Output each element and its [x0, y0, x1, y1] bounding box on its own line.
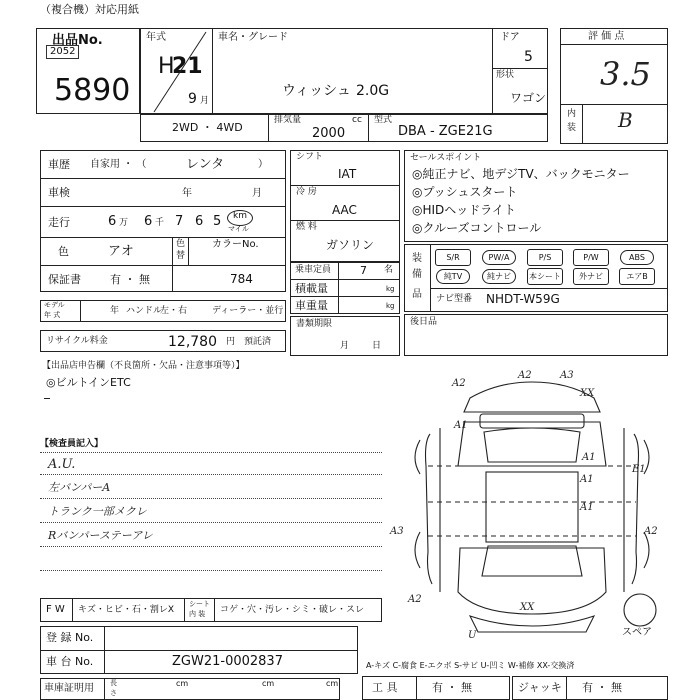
sales-point-4: ◎クルーズコントロール — [412, 221, 542, 235]
shape-label: 形状 — [496, 70, 515, 80]
sheet-value: コゲ・穴・汚レ・シミ・破レ・スレ — [220, 605, 365, 615]
retrofit-box — [404, 314, 668, 356]
recycle-amount: 12,780 — [168, 334, 217, 350]
garage-cm-2: cm — [262, 679, 275, 688]
capacity-label: 乗車定員 — [295, 265, 332, 275]
month-unit: 月 — [200, 96, 210, 106]
car-name: ウィッシュ — [282, 83, 351, 99]
sheet-label-2: 内 装 — [189, 610, 206, 618]
inspector-note-4: Rバンパーステーアレ — [48, 529, 153, 542]
fuel: ガソリン — [326, 238, 375, 252]
handle-value: 左・右 — [160, 306, 188, 316]
load-label: 積載量 — [295, 282, 328, 295]
fuel-label: 燃 料 — [296, 222, 317, 232]
equipment-item: P/W — [574, 250, 608, 265]
weight-unit: kg — [386, 302, 395, 310]
inspection-month: 月 — [252, 188, 262, 199]
ac: AAC — [332, 203, 357, 217]
equipment-item: エアB — [620, 269, 654, 284]
color-change-label-1: 色 — [176, 239, 186, 249]
recycle-unit: 円 — [226, 337, 236, 347]
interior-grade: B — [618, 108, 633, 132]
model-year-label-1: モデル — [44, 301, 65, 309]
jack-label: ジャッキ — [518, 681, 562, 694]
fw-label: F W — [46, 604, 65, 615]
fw-value: キズ・ヒビ・石・割レX — [78, 605, 174, 615]
mileage-1: 6 — [108, 214, 117, 229]
equipment-label-2: 備 — [412, 269, 422, 280]
color-no: 784 — [230, 272, 253, 286]
history-close: ） — [258, 159, 268, 170]
history-value: レンタ — [186, 157, 225, 172]
displacement-unit: cc — [352, 115, 362, 125]
jack-value: 有 ・ 無 — [582, 681, 622, 694]
mileage-man: 万 — [119, 218, 129, 228]
equipment-item: S/R — [436, 250, 470, 265]
sales-point-3: ◎HIDヘッドライト — [412, 203, 516, 217]
equipment-label-3: 品 — [412, 289, 422, 300]
mileage-3: 7 — [175, 214, 184, 229]
equipment-item: PW/A — [482, 250, 516, 265]
equipment-item: ABS — [620, 250, 654, 265]
model-year: 21 — [172, 54, 203, 79]
mark-rear-bumper: XX — [520, 602, 535, 613]
recycle-status: 預託済 — [244, 337, 272, 347]
lot-label: 出品No. — [52, 33, 103, 48]
color-no-label: カラーNo. — [212, 239, 259, 250]
mark-right-rear: A2 — [644, 526, 658, 537]
garage-cm-1: cm — [176, 679, 189, 688]
mark-front-right-2: XX — [580, 388, 595, 399]
mark-left-fender: A1 — [454, 420, 468, 431]
equipment-item: 純TV — [436, 269, 470, 284]
nav-model-label: ナビ型番 — [436, 294, 473, 304]
model-code-label: 型式 — [374, 115, 393, 125]
inspection-year: 年 — [182, 188, 192, 199]
model-year-unit: 年 — [110, 306, 120, 316]
era: H — [158, 54, 175, 79]
history-options: 自家用 ・ （ — [90, 159, 147, 170]
equipment-item: 純ナビ — [482, 269, 516, 284]
chassis-no: ZGW21-0002837 — [172, 654, 283, 669]
shift-label: シフト — [296, 152, 324, 162]
displacement: 2000 — [312, 126, 346, 141]
equipment-label-1: 装 — [412, 253, 422, 264]
damage-legend: A-キズ C-腐食 E-エクボ S-サビ U-凹ミ W-補修 XX-交換済 — [366, 661, 575, 670]
inspection-label: 車検 — [48, 186, 70, 199]
mark-rear-dent: U — [468, 630, 477, 641]
color-label: 色 — [58, 245, 69, 258]
history-label: 車歴 — [48, 158, 70, 171]
sales-point-2: ◎プッシュスタート — [412, 185, 518, 199]
shift: IAT — [338, 167, 357, 181]
load-unit: kg — [386, 285, 395, 293]
garage-size-2: さ — [110, 689, 117, 697]
mark-left-rear: A2 — [408, 594, 422, 605]
score: 3.5 — [600, 55, 651, 93]
equipment-item: P/S — [528, 250, 562, 265]
mark-front-top: A2 — [518, 370, 532, 381]
car-diagram — [390, 362, 700, 662]
mark-right-fender: A1 — [582, 452, 596, 463]
equipment-item: 本シート — [528, 269, 562, 284]
mileage-2: 6 — [144, 214, 153, 229]
mileage-mile: マイル — [228, 225, 249, 233]
model-year-label-2: 年 式 — [44, 311, 61, 319]
nav-model: NHDT-W59G — [486, 292, 560, 306]
warranty-value: 有 ・ 無 — [110, 273, 150, 286]
mileage-km: km — [233, 211, 247, 221]
doc-deadline-day: 日 — [372, 341, 382, 351]
mileage-sen: 千 — [155, 218, 165, 228]
equipment-item: 外ナビ — [574, 269, 608, 284]
inspector-note-2: 左バンパーA — [48, 481, 111, 494]
door-label: ドア — [500, 32, 520, 43]
mileage-5: 5 — [213, 214, 222, 229]
lot-number: 5890 — [54, 73, 131, 108]
mileage-label: 走行 — [48, 216, 70, 229]
mark-right-quarter: A1 — [580, 502, 594, 513]
mileage-4: 6 — [195, 214, 204, 229]
handle-label: ハンドル — [126, 306, 163, 316]
mark-right-door-2: A1 — [580, 474, 594, 485]
name-label: 車名・グレード — [218, 32, 288, 43]
retrofit-label: 後日品 — [410, 317, 438, 327]
capacity: 7 — [360, 264, 367, 277]
year-label: 年式 — [146, 32, 166, 43]
displacement-label: 排気量 — [274, 115, 302, 125]
top-form-text: （複合機）対応用紙 — [40, 3, 139, 16]
shape: ワゴン — [510, 91, 547, 105]
spare-label: スペア — [622, 627, 652, 638]
ac-label: 冷 房 — [296, 187, 317, 197]
sales-points-label: セールスポイント — [410, 153, 482, 163]
doc-deadline-label: 書類期限 — [296, 319, 333, 329]
chassis-label: 車 台 No. — [46, 655, 94, 668]
color: アオ — [108, 244, 134, 259]
warranty-label: 保証書 — [48, 273, 81, 286]
mark-left-side: A3 — [390, 526, 404, 537]
score-label: 評 価 点 — [588, 31, 625, 42]
seller-notes-label: 【出品店申告欄（不良箇所・欠品・注意事項等）】 — [42, 361, 245, 371]
doors: 5 — [524, 49, 533, 65]
tools-label: 工 具 — [372, 681, 398, 694]
garage-label: 車庫証明用 — [44, 683, 94, 694]
reg-label: 登 録 No. — [46, 631, 94, 644]
model-code: DBA - ZGE21G — [398, 124, 493, 139]
sales-point-1: ◎純正ナビ、地デジTV、バックモニター — [412, 167, 630, 181]
tools-value: 有 ・ 無 — [432, 681, 472, 694]
drive-options: 2WD ・ 4WD — [172, 121, 243, 134]
mark-front-left: A2 — [452, 378, 466, 389]
color-change-label-2: 替 — [176, 251, 186, 261]
weight-label: 車重量 — [295, 299, 328, 312]
recycle-label: リサイクル料金 — [46, 336, 108, 346]
interior-label-2: 装 — [567, 123, 577, 133]
doc-deadline-month: 月 — [340, 341, 350, 351]
inspector-note-3: トランク一部メクレ — [48, 505, 147, 518]
sheet-label-1: シート — [189, 600, 210, 608]
inspector-note-1: A.U. — [48, 457, 76, 472]
dealer-label: ディーラー・並行 — [212, 306, 284, 316]
model-month: 9 — [188, 91, 197, 107]
mark-right-door-1: E1 — [632, 464, 646, 475]
interior-label-1: 内 — [567, 109, 577, 119]
car-grade: 2.0G — [356, 83, 390, 99]
garage-size-1: 長 — [110, 679, 117, 687]
garage-cm-3: cm — [326, 679, 339, 688]
inspector-label: 【検査員記入】 — [40, 439, 104, 449]
mark-front-right-1: A3 — [560, 370, 574, 381]
lot-stamp: 2052 — [46, 45, 79, 59]
capacity-unit: 名 — [384, 265, 394, 275]
seller-note-item: ◎ビルトインETC — [46, 376, 131, 389]
